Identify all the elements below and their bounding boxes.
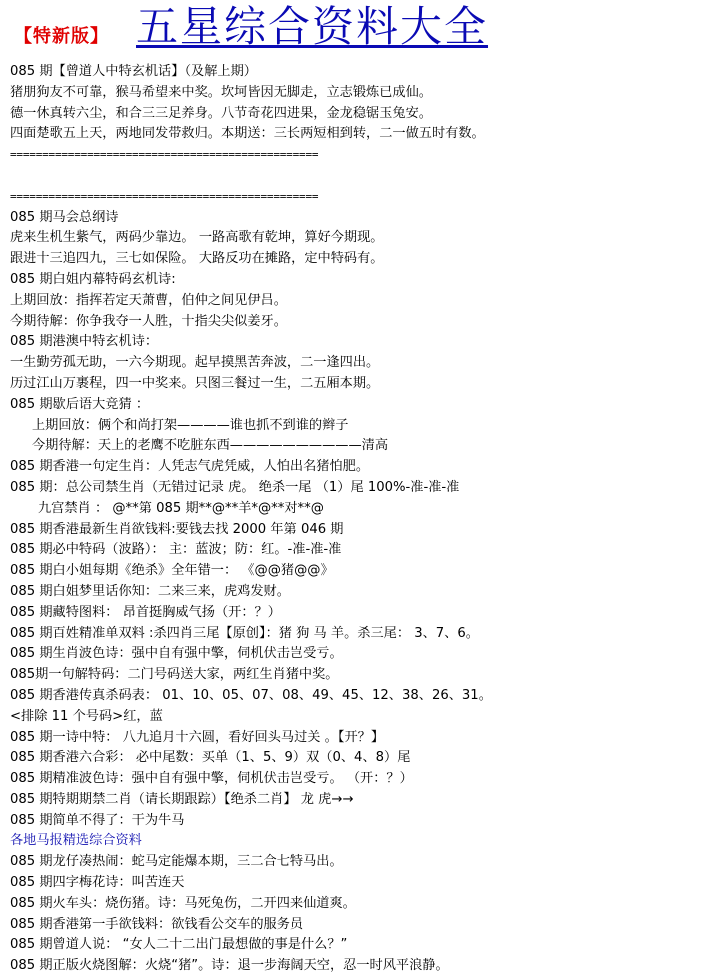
text-line: 085 期【曾道人中特玄机话】（及解上期）	[10, 64, 257, 79]
section-heading: 各地马报精选综合资料	[10, 833, 142, 849]
page-title: 五星综合资料大全	[136, 2, 489, 51]
text-line: 085 期白小姐每期《绝杀》全年错一： 《@@猪@@》	[10, 563, 334, 579]
text-line: 085 期龙仔凑热闹：蛇马定能爆本期，三二合七特马出。	[10, 854, 343, 870]
separator-line: ================================================	[10, 189, 319, 203]
document-body	[10, 62, 700, 977]
text-line: 085 期白姐内幕特码玄机诗:	[10, 271, 176, 287]
text-line: 历过江山万裹程，四一中奖来。只图三餐过一生，二五厢本期。	[10, 375, 380, 391]
text-line: 085 期简单不得了：干为牛马	[10, 812, 185, 828]
text-line: 今期待解：你争我夺一人胜，十指尖尖似姜牙。	[10, 313, 287, 329]
text-line: 085 期香港一句定生肖：人凭志气虎凭威，人怕出名猪怕肥。	[10, 459, 370, 475]
text-line: 085 期藏特图料： 昂首挺胸威气扬（开：？）	[10, 604, 281, 620]
text-line: 上期回放：俩个和尚打架————谁也抓不到谁的辫子	[32, 417, 349, 433]
text-line: 猪朋狗友不可靠，猴马希望来中奖。坎坷皆因无脚走，立志锻炼已成仙。	[10, 84, 432, 100]
text-line: 一生勤劳孤无助，一六今期现。起早摸黑苦奔波，二一逢四出。	[10, 355, 380, 371]
text-line: 085 期曾道人说： “女人二十二出门最想做的事是什么？”	[10, 937, 348, 953]
text-line: 085 期特期期禁二肖（请长期跟踪）【绝杀二肖】 龙 虎→→	[10, 791, 354, 807]
text-line: 085 期正版火烧图解：火烧“猪”。诗：退一步海阔天空，忍一时风平浪静。	[10, 958, 449, 974]
text-line: 085 期必中特码（波路）： 主：蓝波；防：红。-准-准-准	[10, 542, 342, 558]
text-line: 085 期：总公司禁生肖（无错过记录 虎。 绝杀一尾 （1）尾 100%-准-准-准	[10, 479, 460, 495]
text-line: 085 期白姐梦里话你知：二来三来，虎鸡发财。	[10, 583, 290, 599]
text-line: 四面楚歌五上天，两地同发带救归。本期送：三长两短相到转，二一做五时有数。	[10, 126, 485, 142]
text-line: 085 期香港传真杀码表： 01、10、05、07、08、49、45、12、38、26、31。	[10, 687, 492, 703]
text-line: 085 期一诗中特： 八九追月十六圆，看好回头马过关 。【开？】	[10, 729, 385, 745]
text-line: 085 期精准波色诗：强中自有强中擎，伺机伏击岂受亏。 （开：？）	[10, 771, 413, 787]
text-line: 085 期香港六合彩： 必中尾数：买单（1、5、9）双（0、4、8）尾	[10, 750, 411, 766]
separator-line: ================================================	[10, 148, 319, 162]
text-line: 085 期火车头：烧伤猪。诗：马死兔伤，二开四来仙道爽。	[10, 895, 356, 911]
text-line: 085 期港澳中特玄机诗：	[10, 334, 159, 350]
text-line: 085 期香港第一手欲钱料：欲钱看公交车的服务员	[10, 916, 304, 932]
text-line: <排除 11 个号码>红，蓝	[10, 708, 163, 724]
text-line: 上期回放：指挥若定天萧曹，伯仲之间见伊吕。	[10, 292, 287, 308]
text-line: 085 期香港最新生肖欲钱料:要钱去找 2000 年第 046 期	[10, 521, 344, 537]
edition-badge: 【特新版】	[14, 26, 109, 47]
text-line: 085 期生肖波色诗：强中自有强中擎，伺机伏击岂受亏。	[10, 646, 343, 662]
blank-line	[10, 166, 700, 187]
page-header	[0, 0, 702, 62]
text-line: 跟进十三追四九，三七如保险。 大路反功在摊路，定中特码有。	[10, 251, 384, 267]
text-line: 虎来生机生紫气，两码少靠边。 一路高歌有乾坤，算好今期现。	[10, 230, 384, 246]
text-line: 085 期百姓精准单双料 :杀四肖三尾【原创】：猪 狗 马 羊。杀三尾： 3、7、6。	[10, 625, 479, 641]
text-line: 085 期四字梅花诗：叫苦连天	[10, 875, 185, 891]
text-line: 九宫禁肖 ： @**第 085 期**@**羊*@**对**@	[38, 500, 324, 516]
text-line: 085期一句解特码：二门号码送大家，两红生肖猪中奖。	[10, 667, 339, 683]
text-line: 德一休真转六尘，和合三三足养身。八节奇花四进果，金龙稳锯玉兔安。	[10, 105, 432, 121]
text-line: 085 期歇后语大竞猜 ：	[10, 396, 150, 412]
text-line: 今期待解：天上的老鹰不吃脏东西——————————清高	[32, 438, 389, 454]
text-line: 085 期马会总纲诗	[10, 209, 119, 225]
